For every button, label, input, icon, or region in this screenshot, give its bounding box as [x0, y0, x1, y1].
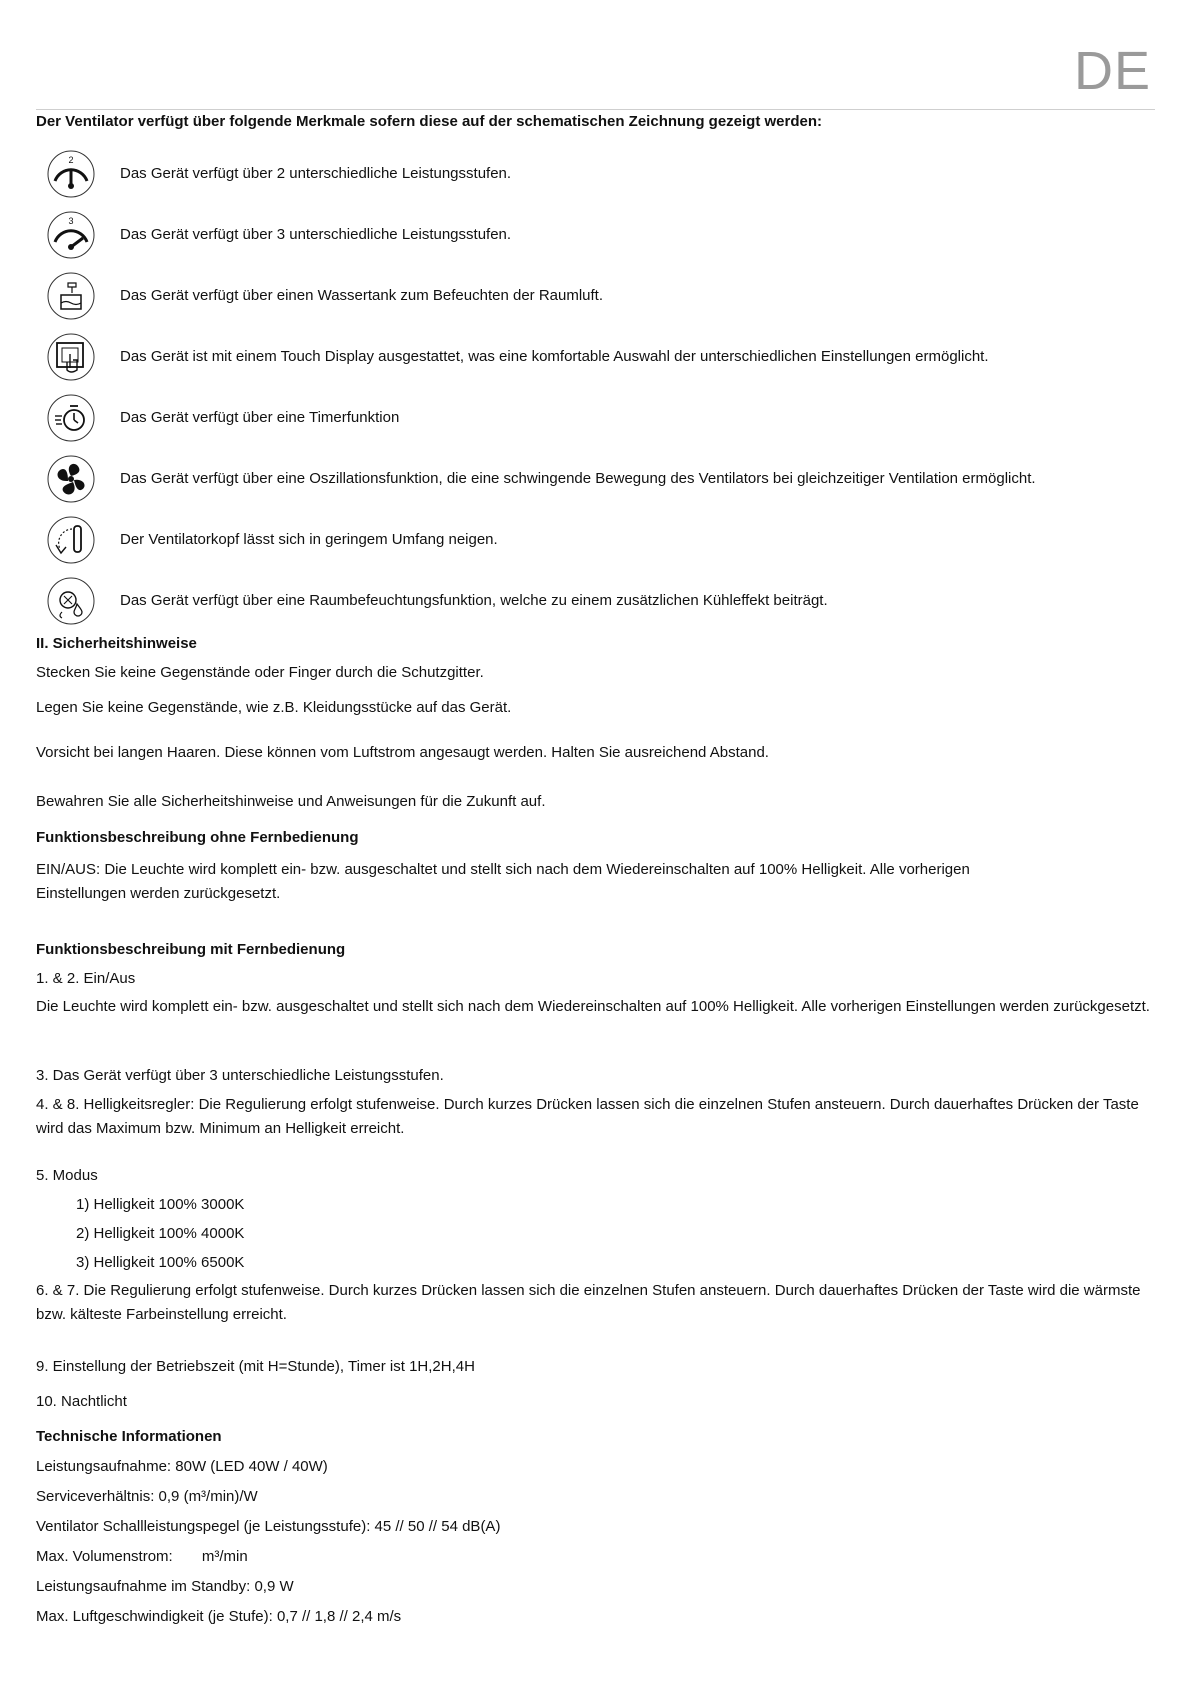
remote-item-3: 3. Das Gerät verfügt über 3 unterschiedliche Leistungsstufen. — [36, 1067, 444, 1084]
svg-text:3: 3 — [68, 216, 74, 226]
tilt-head-icon — [46, 515, 96, 565]
without-remote-heading: Funktionsbeschreibung ohne Fernbedienung — [36, 829, 359, 846]
technical-heading: Technische Informationen — [36, 1428, 222, 1445]
feature-text: Der Ventilatorkopf lässt sich in geringem Umfang neigen. — [120, 531, 498, 548]
technical-line: Ventilator Schallleistungspegel (je Leistungsstufe): 45 // 50 // 54 dB(A) — [36, 1518, 501, 1535]
safety-line: Bewahren Sie alle Sicherheitshinweise und Anweisungen für die Zukunft auf. — [36, 793, 546, 810]
feature-text: Das Gerät verfügt über 2 unterschiedliche Leistungsstufen. — [120, 165, 512, 182]
feature-text: Das Gerät verfügt über eine Timerfunktion — [120, 409, 400, 426]
feature-item — [36, 330, 1155, 384]
feature-item — [36, 269, 1155, 323]
features-intro: Der Ventilator verfügt über folgende Merkmale sofern diese auf der schematischen Zeichnung gezeigt werden: — [36, 113, 823, 130]
timer-icon — [46, 393, 96, 443]
three-speed-gauge-icon — [46, 210, 96, 260]
safety-heading: II. Sicherheitshinweise — [36, 635, 197, 652]
feature-text: Das Gerät verfügt über eine Oszillationsfunktion, die eine schwingende Bewegung des Ventilators bei gleichzeitiger Ventilation ermöglicht. — [120, 470, 1036, 487]
remote-item-1-2-title: 1. & 2. Ein/Aus — [36, 970, 136, 987]
feature-item — [36, 147, 1155, 201]
feature-text: Das Gerät verfügt über einen Wassertank zum Befeuchten der Raumluft. — [120, 287, 604, 304]
technical-line: Serviceverhältnis: 0,9 (m³/min)/W — [36, 1488, 258, 1505]
without-remote-text: EIN/AUS: Die Leuchte wird komplett ein- bzw. ausgeschaltet und stellt sich nach dem Wiedereinschalten auf 100% Helligkeit. Alle vorherigen Einstellungen werden zurückgesetzt. — [36, 861, 970, 902]
feature-item — [36, 208, 1155, 262]
feature-text: Das Gerät verfügt über eine Raumbefeuchtungsfunktion, welche zu einem zusätzlichen Kühleffekt beiträgt. — [120, 592, 828, 609]
with-remote-heading: Funktionsbeschreibung mit Fernbedienung — [36, 941, 346, 958]
feature-text: Das Gerät verfügt über 3 unterschiedliche Leistungsstufen. — [120, 226, 512, 243]
technical-line: Max. Luftgeschwindigkeit (je Stufe): 0,7 // 1,8 // 2,4 m/s — [36, 1608, 402, 1625]
svg-text:2: 2 — [68, 155, 74, 165]
two-speed-gauge-icon — [46, 149, 96, 199]
feature-item — [36, 391, 1155, 445]
remote-item-4-8: 4. & 8. Helligkeitsregler: Die Regulierung erfolgt stufenweise. Durch kurzes Drücken lassen sich die einzelnen Stufen ansteuern. Durch dauerhaftes Drücken der Taste wird das Maximum bzw. Minimum an Helligkeit erreicht. — [36, 1096, 1139, 1137]
water-tank-icon — [46, 271, 96, 321]
remote-item-9: 9. Einstellung der Betriebszeit (mit H=Stunde), Timer ist 1H,2H,4H — [36, 1358, 475, 1375]
remote-item-1-2-text: Die Leuchte wird komplett ein- bzw. ausgeschaltet und stellt sich nach dem Wiedereinschalten auf 100% Helligkeit. Alle vorherigen Einstellungen werden zurückgesetzt. — [36, 998, 1150, 1015]
mode-item: 1) Helligkeit 100% 3000K — [76, 1196, 245, 1213]
technical-line: Leistungsaufnahme im Standby: 0,9 W — [36, 1578, 294, 1595]
remote-item-6-7: 6. & 7. Die Regulierung erfolgt stufenweise. Durch kurzes Drücken lassen sich die einzelnen Stufen ansteuern. Durch dauerhaftes Drücken der Taste wird die wärmste bzw. kälteste Farbeinstellung erreicht. — [36, 1282, 1141, 1323]
safety-line: Legen Sie keine Gegenstände, wie z.B. Kleidungsstücke auf das Gerät. — [36, 699, 512, 716]
technical-line: Leistungsaufnahme: 80W (LED 40W / 40W) — [36, 1458, 328, 1475]
technical-line: Max. Volumenstrom: m³/min — [36, 1548, 248, 1565]
feature-item — [36, 513, 1155, 567]
oscillation-fan-icon — [46, 454, 96, 504]
touch-display-icon — [46, 332, 96, 382]
feature-item — [36, 574, 1155, 628]
remote-item-5: 5. Modus — [36, 1167, 98, 1184]
remote-item-10: 10. Nachtlicht — [36, 1393, 127, 1410]
language-code: DE — [1073, 41, 1151, 101]
safety-line: Stecken Sie keine Gegenstände oder Finger durch die Schutzgitter. — [36, 664, 484, 681]
mode-item: 3) Helligkeit 100% 6500K — [76, 1254, 245, 1271]
feature-text: Das Gerät ist mit einem Touch Display ausgestattet, was eine komfortable Auswahl der unterschiedlichen Einstellungen ermöglicht. — [120, 348, 989, 365]
humidifier-icon — [46, 576, 96, 626]
mode-item: 2) Helligkeit 100% 4000K — [76, 1225, 245, 1242]
feature-item — [36, 452, 1155, 506]
safety-line: Vorsicht bei langen Haaren. Diese können vom Luftstrom angesaugt werden. Halten Sie ausreichend Abstand. — [36, 744, 769, 761]
